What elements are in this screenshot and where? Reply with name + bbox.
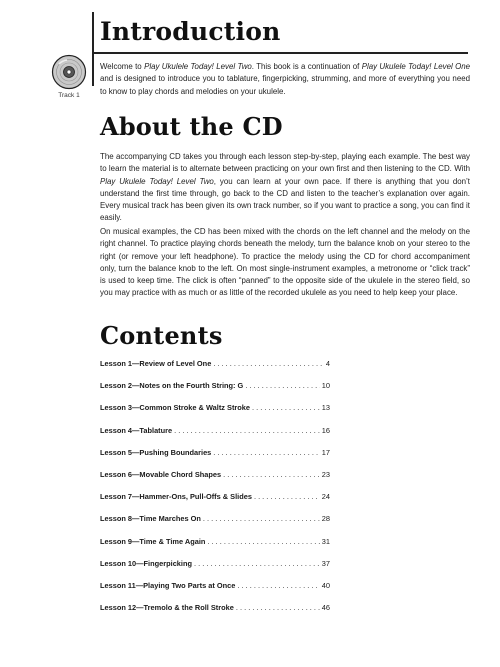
toc-entry-page: 46 bbox=[321, 603, 330, 613]
toc-entry-page: 31 bbox=[321, 536, 330, 546]
toc-entry-page: 40 bbox=[321, 580, 330, 590]
book-title-italic: Play Ukulele Today! Level One bbox=[361, 62, 471, 71]
about-cd-paragraph-2 bbox=[100, 226, 470, 300]
toc-leader-dots bbox=[252, 403, 320, 412]
text-run: and is designed to introduce you to tablature, fingerpicking, strumming, and more of everything you need to know to play chords and melodies on your ukulele. bbox=[100, 74, 470, 96]
toc-entry-title: Lesson 11—Playing Two Parts at Once bbox=[100, 580, 236, 590]
toc-leader-dots bbox=[203, 514, 320, 523]
toc-entry-title: Lesson 6—Movable Chord Shapes bbox=[100, 469, 222, 479]
toc-entry bbox=[100, 381, 330, 403]
toc-entry-page: 10 bbox=[321, 381, 330, 391]
toc-entry-page: 4 bbox=[325, 359, 330, 368]
text-run: On musical examples, the CD has been mixed with the chords on the left channel and the melody on the right channel. To practice playing chords beneath the melody, turn the balance knob on your stereo to the right (or remove your left headphone). To practice the melody using the CD for chord accompaniment only, turn the balance knob to the left. On most single-instrument examples, a metronome or “click track” is used to keep time. The click is often “panned” to the opposite side of the ukulele in the stereo field, so you may practice with as much or as little of the recorded ukulele as you need to help keep your place. bbox=[100, 227, 470, 298]
about-cd-paragraph-1 bbox=[100, 151, 470, 225]
toc-leader-dots bbox=[223, 470, 320, 479]
toc-entry bbox=[100, 514, 330, 536]
toc-entry-title: Lesson 4—Tablature bbox=[100, 425, 173, 435]
text-run: Welcome to bbox=[100, 62, 145, 71]
about-cd-heading: About the CD bbox=[100, 112, 283, 141]
toc-leader-dots bbox=[207, 537, 319, 546]
introduction-paragraph bbox=[100, 61, 470, 98]
book-title-italic: Play Ukulele Today! Level Two bbox=[144, 62, 252, 71]
toc-entry-page: 37 bbox=[321, 558, 330, 568]
toc-entry-title: Lesson 1—Review of Level One bbox=[100, 359, 212, 368]
toc-entry-title: Lesson 3—Common Stroke & Waltz Stroke bbox=[100, 403, 251, 413]
toc-entry-title: Lesson 10—Fingerpicking bbox=[100, 558, 192, 568]
text-run: . This book is a continuation of bbox=[251, 62, 362, 71]
toc-entry-title: Lesson 12—Tremolo & the Roll Stroke bbox=[100, 603, 234, 613]
text-run: , you can learn at your own pace. If there is anything that you don’t understand the first time through, go back to the CD and listen to the teacher’s explanation over again. Every musical track has been given its own track number, so if you want to practice a song, you can find it easily. bbox=[100, 176, 470, 223]
toc-entry-title: Lesson 5—Pushing Boundaries bbox=[100, 447, 212, 457]
track-label: Track 1 bbox=[58, 92, 80, 99]
toc-leader-dots bbox=[254, 492, 320, 501]
toc-entry bbox=[100, 603, 330, 625]
toc-entry bbox=[100, 426, 330, 448]
toc-entry-page: 13 bbox=[321, 403, 330, 413]
toc-entry bbox=[100, 581, 330, 603]
toc-entry bbox=[100, 359, 330, 381]
header-vertical-rule bbox=[92, 12, 94, 86]
toc-leader-dots bbox=[245, 381, 319, 390]
toc-entry bbox=[100, 403, 330, 425]
book-title-italic: Play Ukulele Today! Level Two bbox=[100, 176, 214, 186]
toc-entry bbox=[100, 448, 330, 470]
text-run: The accompanying CD takes you through each lesson step-by-step, playing each example. The best way to learn the material is to alternate between practicing on your own first and then listening to the CD. With bbox=[100, 152, 470, 174]
introduction-heading: Introduction bbox=[100, 17, 281, 46]
toc-entry bbox=[100, 470, 330, 492]
toc-leader-dots bbox=[237, 581, 319, 590]
contents-heading: Contents bbox=[100, 321, 223, 350]
toc-entry-page: 17 bbox=[321, 447, 330, 457]
toc-entry-title: Lesson 8—Time Marches On bbox=[100, 514, 201, 524]
toc-entry-page: 28 bbox=[321, 514, 330, 524]
toc-leader-dots bbox=[213, 448, 319, 457]
toc-entry-title: Lesson 7—Hammer-Ons, Pull-Offs & Slides bbox=[100, 492, 252, 502]
toc-entry-title: Lesson 2—Notes on the Fourth String: G bbox=[100, 381, 244, 391]
toc-entry-page: 24 bbox=[321, 492, 330, 502]
toc-leader-dots bbox=[194, 559, 320, 568]
toc-entry bbox=[100, 559, 330, 581]
table-of-contents bbox=[100, 359, 330, 625]
toc-leader-dots bbox=[236, 603, 320, 612]
toc-entry bbox=[100, 537, 330, 559]
toc-entry-page: 16 bbox=[321, 425, 330, 435]
toc-entry-title: Lesson 9—Time & Time Again bbox=[100, 536, 206, 546]
toc-leader-dots bbox=[213, 359, 324, 368]
toc-leader-dots bbox=[174, 426, 320, 435]
toc-entry bbox=[100, 492, 330, 514]
toc-entry-page: 23 bbox=[321, 469, 330, 479]
cd-track-icon bbox=[51, 54, 87, 90]
header-horizontal-rule bbox=[92, 52, 468, 54]
